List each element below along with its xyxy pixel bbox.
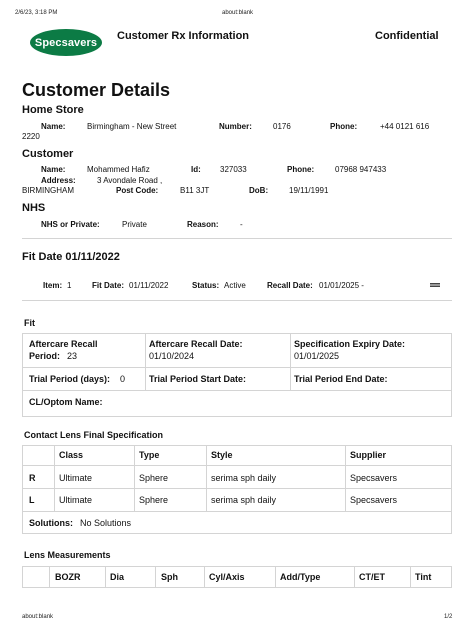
lens-col-divider	[275, 566, 276, 588]
trial-days-label: Trial Period (days):	[29, 374, 111, 384]
customer-heading: Customer	[22, 148, 74, 160]
cl-spec-style-l: serima sph daily	[211, 495, 277, 505]
solutions-label: Solutions:	[29, 518, 73, 528]
print-page-number: 1/2	[444, 614, 453, 620]
home-store-heading: Home Store	[22, 104, 84, 116]
customer-dob: 19/11/1991	[289, 186, 329, 195]
cl-spec-row-divider	[22, 465, 452, 466]
cl-spec-col-divider	[134, 445, 135, 511]
lens-col-sph: Sph	[161, 572, 178, 582]
customer-dob-label: DoB:	[249, 186, 269, 195]
home-store-phone-cont: 2220	[22, 132, 40, 141]
print-datetime: 2/6/23, 3:18 PM	[15, 10, 58, 16]
item-status-label: Status:	[192, 281, 220, 290]
cl-spec-supplier-r: Specsavers	[350, 473, 398, 483]
cl-spec-type-r: Sphere	[139, 473, 169, 483]
cl-spec-supplier-l: Specsavers	[350, 495, 398, 505]
cl-spec-eye-l: L	[29, 495, 35, 505]
customer-name: Mohammed Hafiz	[87, 165, 150, 174]
cl-spec-row-divider	[22, 488, 452, 489]
nhs-heading: NHS	[22, 202, 46, 214]
nhs-reason-label: Reason:	[187, 220, 219, 229]
cl-spec-col-divider	[345, 445, 346, 511]
lens-col-divider	[354, 566, 355, 588]
aftercare-recall-period: 23	[67, 351, 78, 361]
logo-text: Specsavers	[34, 36, 98, 49]
cl-spec-col-type: Type	[139, 450, 160, 460]
print-footer-url: about:blank	[22, 614, 54, 620]
fit-heading: Fit	[24, 318, 35, 328]
item-recall-label: Recall Date:	[267, 281, 313, 290]
customer-id-label: Id:	[191, 165, 201, 174]
customer-address: 3 Avondale Road ,	[97, 176, 163, 185]
home-store-name-label: Name:	[41, 122, 66, 131]
page-title: Customer Details	[22, 80, 171, 100]
divider	[22, 238, 452, 239]
cl-spec-heading: Contact Lens Final Specification	[24, 430, 164, 440]
cl-spec-row-divider	[22, 511, 452, 512]
fit-row-divider	[22, 367, 452, 368]
aftercare-recall-period-label: Aftercare Recall	[29, 339, 98, 349]
item-fit-date: 01/11/2022	[129, 281, 169, 290]
item-fit-date-label: Fit Date:	[92, 281, 124, 290]
lens-col-divider	[155, 566, 156, 588]
document-title: Customer Rx Information	[117, 30, 250, 42]
customer-phone: 07968 947433	[335, 165, 387, 174]
cl-optom-label: CL/Optom Name:	[29, 397, 103, 407]
cl-spec-eye-r: R	[29, 473, 36, 483]
lens-col-ct-et: CT/ET	[359, 572, 385, 582]
cl-spec-class-r: Ultimate	[59, 473, 93, 483]
customer-postcode-label: Post Code:	[116, 186, 159, 195]
solutions-value: No Solutions	[80, 518, 132, 528]
cl-spec-type-l: Sphere	[139, 495, 169, 505]
nhs-private-value: Private	[122, 220, 147, 229]
lens-col-bozr: BOZR	[55, 572, 81, 582]
home-store-phone-label: Phone:	[330, 122, 358, 131]
nhs-private-label: NHS or Private:	[41, 220, 100, 229]
trial-start-label: Trial Period Start Date:	[149, 374, 247, 384]
lens-col-divider	[410, 566, 411, 588]
aftercare-recall-date-label: Aftercare Recall Date:	[149, 339, 243, 349]
home-store-name: Birmingham - New Street	[87, 122, 177, 131]
lens-measurements-heading: Lens Measurements	[24, 550, 111, 560]
fit-date-heading: Fit Date 01/11/2022	[22, 251, 120, 263]
item-status: Active	[224, 281, 246, 290]
home-store-number-label: Number:	[219, 122, 252, 131]
cl-spec-col-divider	[206, 445, 207, 511]
item-value: 1	[67, 281, 72, 290]
specsavers-logo	[30, 29, 102, 56]
fit-col-divider	[290, 333, 291, 390]
lens-col-divider	[204, 566, 205, 588]
item-recall-date: 01/01/2025 -	[319, 281, 364, 290]
confidential-label: Confidential	[375, 30, 439, 42]
lens-col-dia: Dia	[110, 572, 125, 582]
home-store-number: 0176	[273, 122, 291, 131]
item-menu-button[interactable]	[430, 283, 440, 287]
cl-spec-style-r: serima sph daily	[211, 473, 277, 483]
lens-col-tint: Tint	[415, 572, 432, 582]
lens-col-divider	[49, 566, 50, 588]
home-store-phone: +44 0121 616	[380, 122, 430, 131]
customer-id: 327033	[220, 165, 247, 174]
cl-spec-col-style: Style	[211, 450, 233, 460]
nhs-reason-value: -	[240, 220, 243, 229]
item-label: Item:	[43, 281, 63, 290]
trial-days: 0	[120, 374, 126, 384]
lens-col-add-type: Add/Type	[280, 572, 321, 582]
divider	[22, 300, 452, 301]
lens-col-divider	[105, 566, 106, 588]
customer-phone-label: Phone:	[287, 165, 315, 174]
cl-spec-col-supplier: Supplier	[350, 450, 387, 460]
trial-end-label: Trial Period End Date:	[294, 374, 388, 384]
customer-address-city: BIRMINGHAM	[22, 186, 74, 195]
fit-col-divider	[145, 333, 146, 390]
print-page-title: about:blank	[222, 10, 254, 16]
aftercare-recall-period-label-cont: Period:	[29, 351, 61, 361]
spec-expiry-date: 01/01/2025	[294, 351, 340, 361]
customer-address-label: Address:	[41, 176, 76, 185]
aftercare-recall-date: 01/10/2024	[149, 351, 195, 361]
cl-spec-col-divider	[54, 445, 55, 511]
fit-row-divider	[22, 390, 452, 391]
customer-postcode: B11 3JT	[180, 186, 210, 195]
cl-spec-col-class: Class	[59, 450, 84, 460]
cl-spec-class-l: Ultimate	[59, 495, 93, 505]
customer-name-label: Name:	[41, 165, 66, 174]
spec-expiry-label: Specification Expiry Date:	[294, 339, 406, 349]
lens-col-cyl-axis: Cyl/Axis	[209, 572, 245, 582]
